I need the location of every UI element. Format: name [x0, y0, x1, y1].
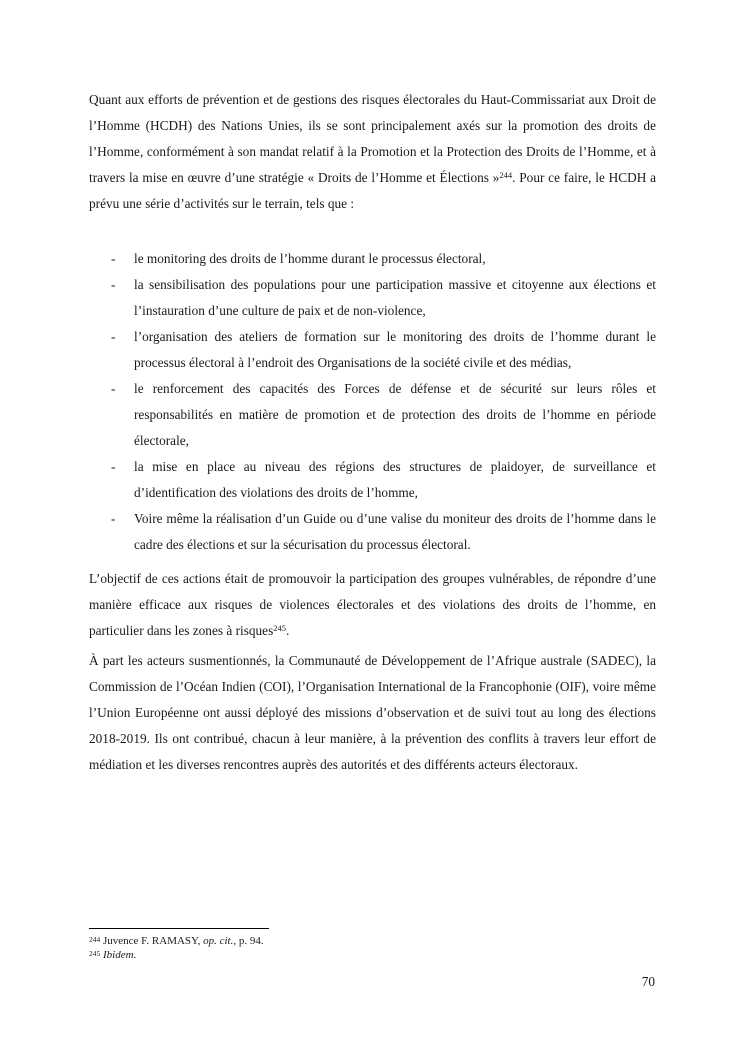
- footnote-tail: .: [133, 949, 137, 961]
- page-number: 70: [641, 974, 655, 989]
- list-item-text: l’organisation des ateliers de formation sur le monitoring des droits de l’homme durant le processus électoral à l’endroit des Organisations de la société civile et des médias,: [134, 329, 656, 370]
- bullet-dash: -: [111, 329, 116, 344]
- footnote-number: 244: [89, 935, 101, 944]
- bullet-dash: -: [111, 459, 116, 474]
- footnote-separator: [89, 928, 269, 929]
- list-item-text: la mise en place au niveau des régions des structures de plaidoyer, de surveillance et d’identification des violations des droits de l’homme,: [134, 459, 656, 500]
- paragraph-hcdh: [89, 87, 656, 217]
- footnote-ref-245[interactable]: 245: [273, 623, 286, 633]
- footnote-244: [89, 934, 264, 948]
- list-item: [89, 272, 656, 324]
- list-item: [89, 246, 656, 272]
- list-item: [89, 376, 656, 454]
- footnote-number: 245: [89, 949, 101, 958]
- paragraph-text: À part les acteurs susmentionnés, la Communauté de Développement de l’Afrique australe (SADEC), la Commission de l’Océan Indien (COI), l’Organisation International de la Francophonie (OIF), voire même l’Union Européenne ont aussi déployé des missions d’observation et de suivi tout au long des élections 2018-2019. Ils ont contribué, chacun à leur manière, à la prévention des conflits à travers leur effort de médiation et les diverses rencontres auprès des autorités et des différents acteurs électoraux.: [89, 653, 656, 772]
- bullet-dash: -: [111, 381, 116, 396]
- bullet-dash: -: [111, 511, 116, 526]
- paragraph-text-tail: .: [286, 623, 290, 638]
- paragraph-other-actors: [89, 648, 656, 778]
- footnote-ref-244[interactable]: 244: [499, 170, 513, 180]
- list-item-text: le renforcement des capacités des Forces de défense et de sécurité sur leurs rôles et responsabilités en matière de promotion et de protection des droits de l’homme en période électorale,: [134, 381, 656, 448]
- list-item: [89, 324, 656, 376]
- list-item-text: le monitoring des droits de l’homme durant le processus électoral,: [134, 251, 486, 266]
- footnote-italic: Ibidem: [103, 949, 134, 961]
- activities-list: [89, 246, 656, 558]
- paragraph-objective: [89, 566, 656, 644]
- list-item-text: Voire même la réalisation d’un Guide ou d’une valise du moniteur des droits de l’homme dans le cadre des élections et sur la sécurisation du processus électoral.: [134, 511, 656, 552]
- list-item-text: la sensibilisation des populations pour une participation massive et citoyenne aux élections et l’instauration d’une culture de paix et de non-violence,: [134, 277, 656, 318]
- footnote-text: Juvence F. RAMASY,: [103, 935, 204, 947]
- bullet-dash: -: [111, 277, 116, 292]
- paragraph-text: L’objectif de ces actions était de promouvoir la participation des groupes vulnérables, de répondre d’une manière efficace aux risques de violences électorales et des violations des droits de l’homme, en particulier dans les zones à risques: [89, 571, 656, 638]
- footnote-245: [89, 948, 264, 962]
- paragraph-text: Quant aux efforts de prévention et de gestions des risques électorales du Haut-Commissariat aux Droit de l’Homme (HCDH) des Nations Unies, ils se sont principalement axés sur la promotion des droits de l’Homme, conformément à son mandat relatif à la Promotion et la Protection des Droits de l’Homme, et à travers la mise en œuvre d’une stratégie « Droits de l’Homme et Élections »: [89, 92, 656, 185]
- footnote-tail: , p. 94.: [233, 935, 264, 947]
- footnotes: [89, 934, 264, 962]
- bullet-dash: -: [111, 251, 116, 266]
- list-item: [89, 454, 656, 506]
- list-item: [89, 506, 656, 558]
- paragraph-text-tail: . Pour ce faire, le HCDH a prévu une série d’activités sur le terrain, tels que :: [89, 170, 657, 211]
- footnote-italic: op. cit.: [203, 935, 234, 947]
